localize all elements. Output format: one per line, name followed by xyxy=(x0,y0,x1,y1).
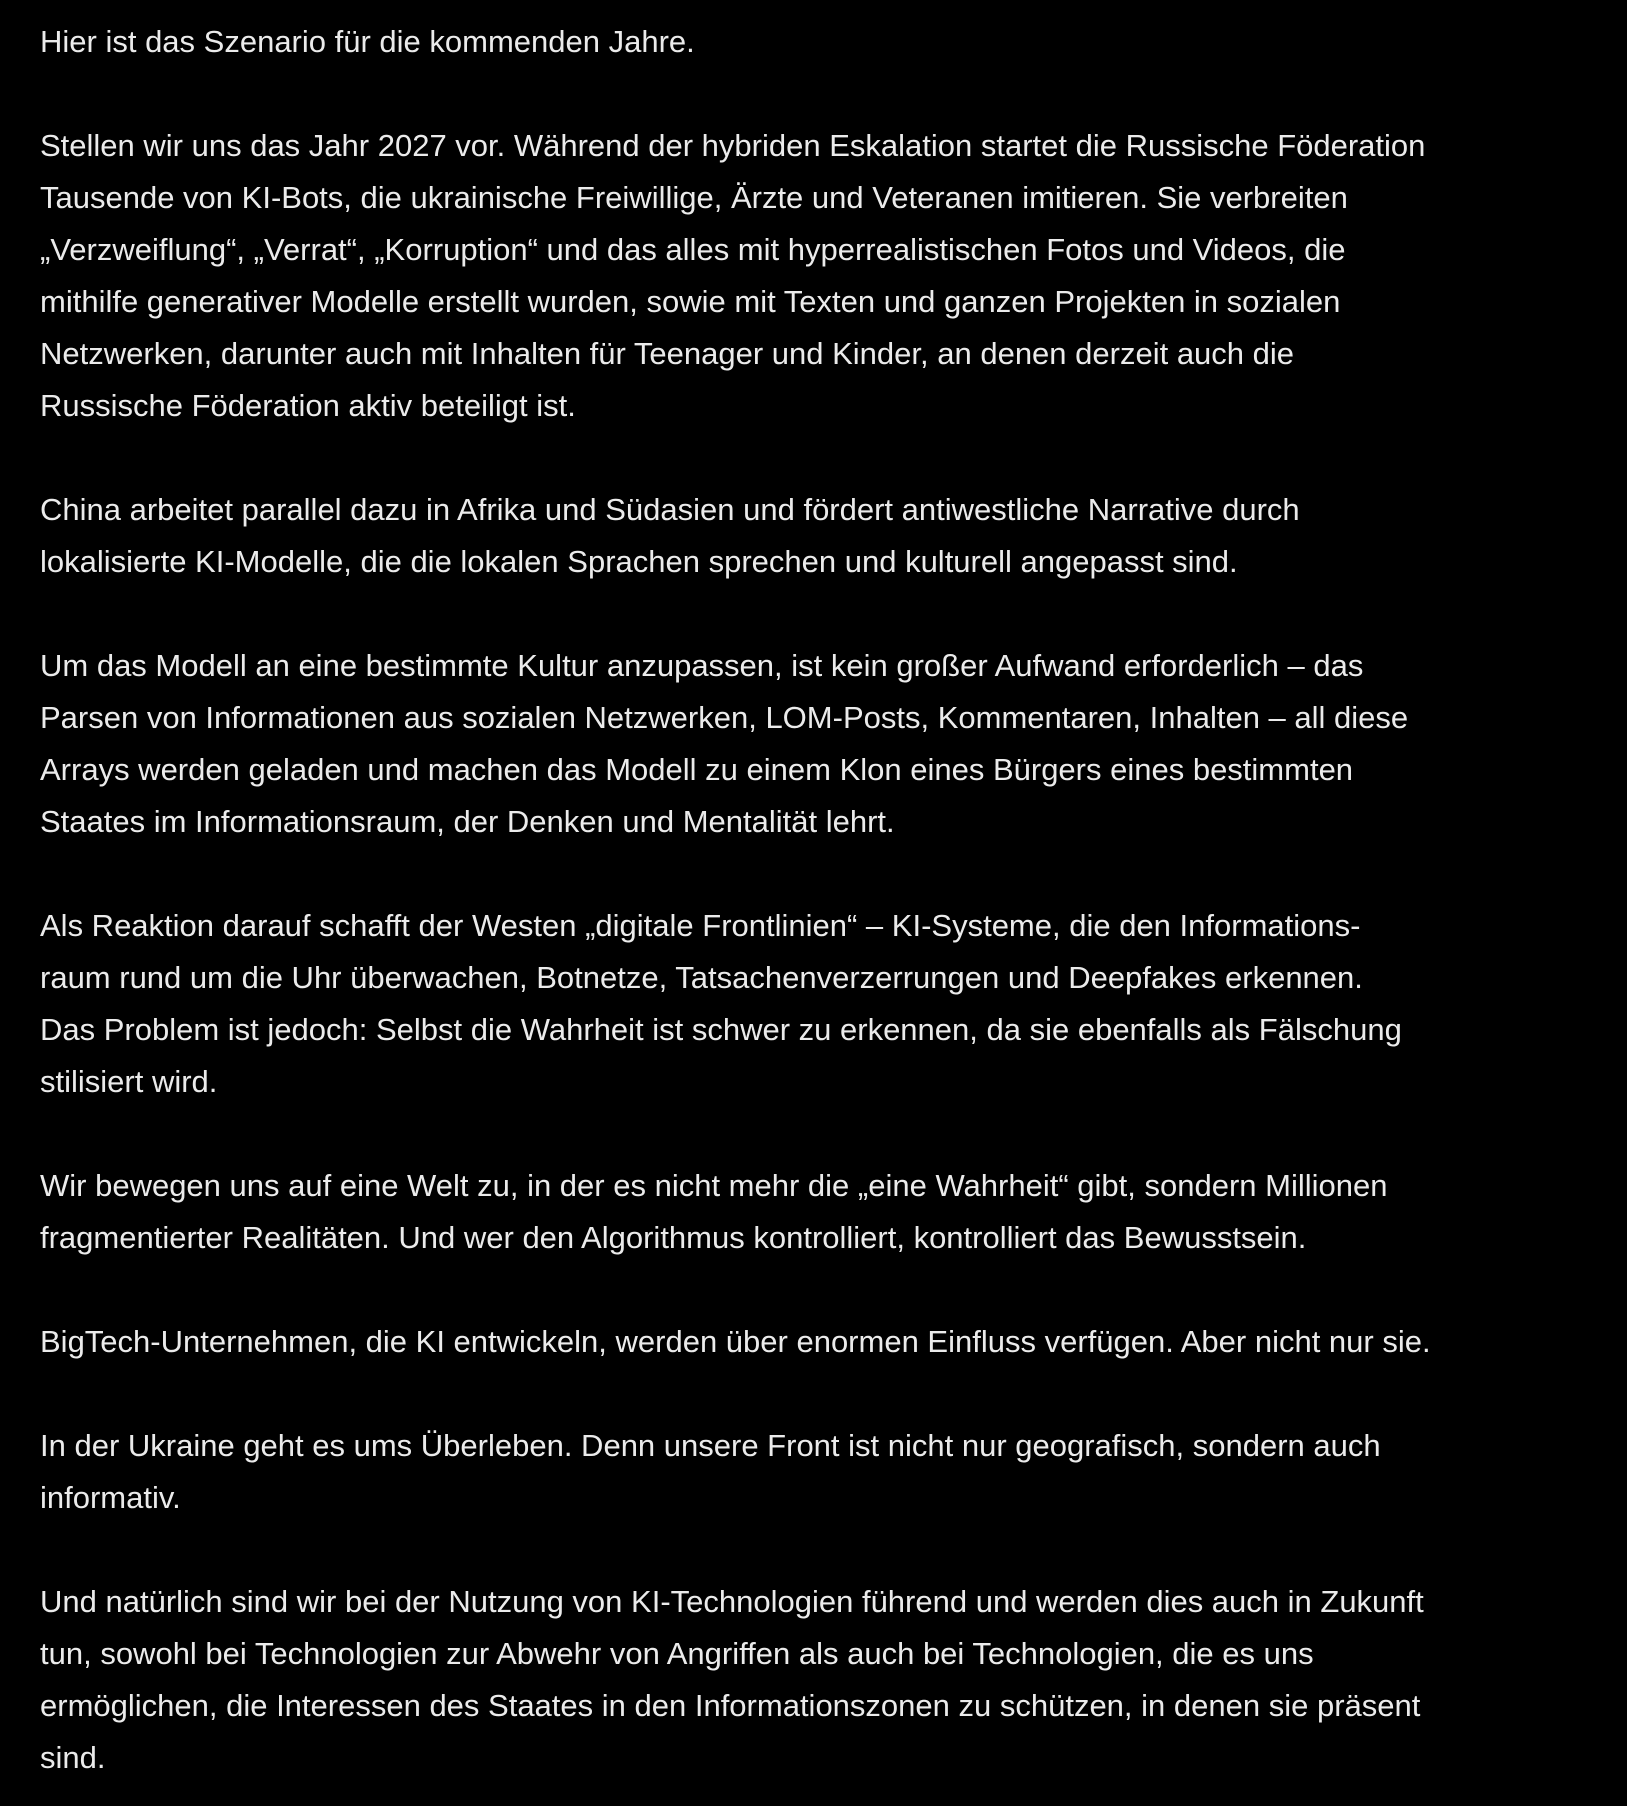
paragraph-bigtech: BigTech-Unternehmen, die KI entwickeln, werden über enormen Einfluss verfügen. Aber nicht nur sie. xyxy=(40,1324,1431,1359)
paragraph-intro: Hier ist das Szenario für die kommenden Jahre. xyxy=(40,24,695,59)
paragraph-fragmented-realities: Wir bewegen uns auf eine Welt zu, in der es nicht mehr die „eine Wahrheit“ gibt, sondern Millionen fragmentierter Realitäten. Und wer den Algorithmus kontrolliert, kontrolliert das Bewusstsein. xyxy=(40,1168,1388,1255)
paragraph-ukraine-survival: In der Ukraine geht es ums Überleben. Denn unsere Front ist nicht nur geografisch, sondern auch informativ. xyxy=(40,1428,1381,1515)
paragraph-west-reaction: Als Reaktion darauf schafft der Westen „digitale Frontlinien“ – KI-Systeme, die den Informations- raum rund um die Uhr überwachen, Botnetze, Tatsachenverzerrungen und Deepfakes erkennen. Das Problem ist jedoch: Selbst die Wahrheit ist schwer zu erkennen, da sie ebenfalls als Fälschung stilisiert wird. xyxy=(40,908,1402,1099)
paragraph-scenario-2027: Stellen wir uns das Jahr 2027 vor. Während der hybriden Eskalation startet die Russische Föderation Tausende von KI-Bots, die ukrainische Freiwillige, Ärzte und Veteranen imitieren. Sie verbreiten „Verzweiflung“, „Verrat“, „Korruption“ und das alles mit hyperrealistischen Fotos und Videos, die mithilfe generativer Modelle erstellt wurden, sowie mit Texten und ganzen Projekten in sozialen Netzwerken, darunter auch mit Inhalten für Teenager und Kinder, an denen derzeit auch die Russische Föderation aktiv beteiligt ist. xyxy=(40,128,1426,423)
paragraph-china: China arbeitet parallel dazu in Afrika und Südasien und fördert antiwestliche Narrative durch lokalisierte KI-Modelle, die die lokalen Sprachen sprechen und kulturell angepasst sind. xyxy=(40,492,1300,579)
paragraph-ai-leadership: Und natürlich sind wir bei der Nutzung von KI-Technologien führend und werden dies auch in Zukunft tun, sowohl bei Technologien zur Abwehr von Angriffen als auch bei Technologien, die es uns ermöglichen, die Interessen des Staates in den Informationszonen zu schützen, in denen sie präsent sind. xyxy=(40,1584,1424,1775)
paragraph-model-adaptation: Um das Modell an eine bestimmte Kultur anzupassen, ist kein großer Aufwand erforderlich – das Parsen von Informationen aus sozialen Netzwerken, LOM-Posts, Kommentaren, Inhalten – all diese Arrays werden geladen und machen das Modell zu einem Klon eines Bürgers eines bestimmten Staates im Informationsraum, der Denken und Mentalität lehrt. xyxy=(40,648,1409,839)
